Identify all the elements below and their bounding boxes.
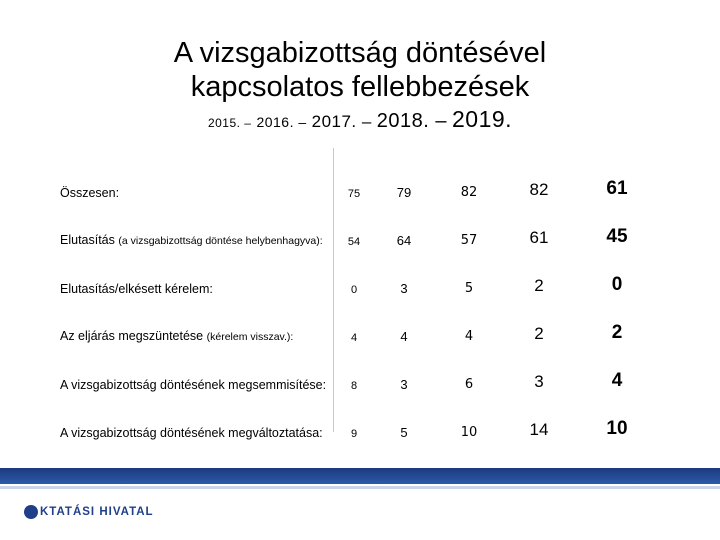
cell-value: 9 xyxy=(350,428,358,440)
table-row xyxy=(60,200,660,248)
cell-value: 2 xyxy=(534,324,544,343)
row-label-text: A vizsgabizottság döntésének megsemmisítése: xyxy=(60,378,327,392)
year-2017: 2017. – xyxy=(311,112,372,131)
cell-value: 3 xyxy=(400,281,408,296)
year-2015: 2015. – xyxy=(207,116,252,130)
table-row xyxy=(60,152,660,200)
row-label-note: (kérelem visszav.): xyxy=(206,331,294,343)
cell-value: 82 xyxy=(529,180,549,199)
cell-value: 10 xyxy=(460,425,478,440)
cell-value: 79 xyxy=(396,185,412,200)
row-label xyxy=(60,296,334,344)
row-label-text: A vizsgabizottság döntésének megváltoztatása: xyxy=(60,426,323,440)
cell-value: 61 xyxy=(529,228,549,247)
cell-value: 82 xyxy=(460,185,478,200)
cell-value: 2 xyxy=(534,276,544,295)
row-label-text: Elutasítás xyxy=(60,233,119,247)
cell-value: 4 xyxy=(400,329,408,344)
oktatasi-hivatal-logo xyxy=(24,505,154,519)
row-label-note: (a vizsgabizottság döntése helybenhagyva): xyxy=(118,235,323,247)
table-row xyxy=(60,248,660,296)
table-row xyxy=(60,344,660,392)
footer-band xyxy=(0,468,720,484)
footer-divider xyxy=(0,486,720,489)
cell-value: 5 xyxy=(400,425,408,440)
year-2019: 2019. xyxy=(451,106,513,132)
cell-value: 45 xyxy=(606,226,628,247)
cell-value: 6 xyxy=(464,377,474,392)
row-label-text: Az eljárás megszüntetése xyxy=(60,329,207,343)
cell-value: 61 xyxy=(606,178,628,199)
table-row xyxy=(60,296,660,344)
row-label xyxy=(60,200,334,248)
title-line-1: A vizsgabizottság döntésével xyxy=(173,37,547,69)
cell-value: 10 xyxy=(606,418,628,439)
logo-text: KTATÁSI HIVATAL xyxy=(40,506,154,518)
year-2018: 2018. – xyxy=(376,110,448,132)
cell-value: 64 xyxy=(396,233,412,248)
cell-value: 0 xyxy=(611,274,623,295)
cell-value: 3 xyxy=(534,372,544,391)
appeals-table xyxy=(60,152,660,440)
row-label-text: Összesen: xyxy=(60,186,120,200)
row-label xyxy=(60,392,334,440)
cell-value: 5 xyxy=(464,281,474,296)
year-2016: 2016. – xyxy=(256,114,307,130)
cell-value: 4 xyxy=(611,370,623,391)
cell-value: 54 xyxy=(347,236,361,248)
cell-value: 0 xyxy=(350,284,358,296)
cell-value: 14 xyxy=(529,420,549,439)
cell-value: 2 xyxy=(611,322,623,343)
cell-value: 8 xyxy=(350,380,358,392)
row-label xyxy=(60,152,334,200)
table-row xyxy=(60,392,660,440)
cell-value: 75 xyxy=(347,188,361,200)
row-label xyxy=(60,248,334,296)
page-title xyxy=(0,36,720,104)
logo-circle-icon xyxy=(24,505,38,519)
cell-value: 4 xyxy=(464,329,474,344)
cell-value: 57 xyxy=(460,233,478,248)
cell-value: 4 xyxy=(350,332,358,344)
cell-value: 3 xyxy=(400,377,408,392)
row-label-text: Elutasítás/elkésett kérelem: xyxy=(60,282,213,296)
title-line-2: kapcsolatos fellebbezések xyxy=(190,71,530,103)
row-label xyxy=(60,344,334,392)
year-range xyxy=(0,106,720,133)
